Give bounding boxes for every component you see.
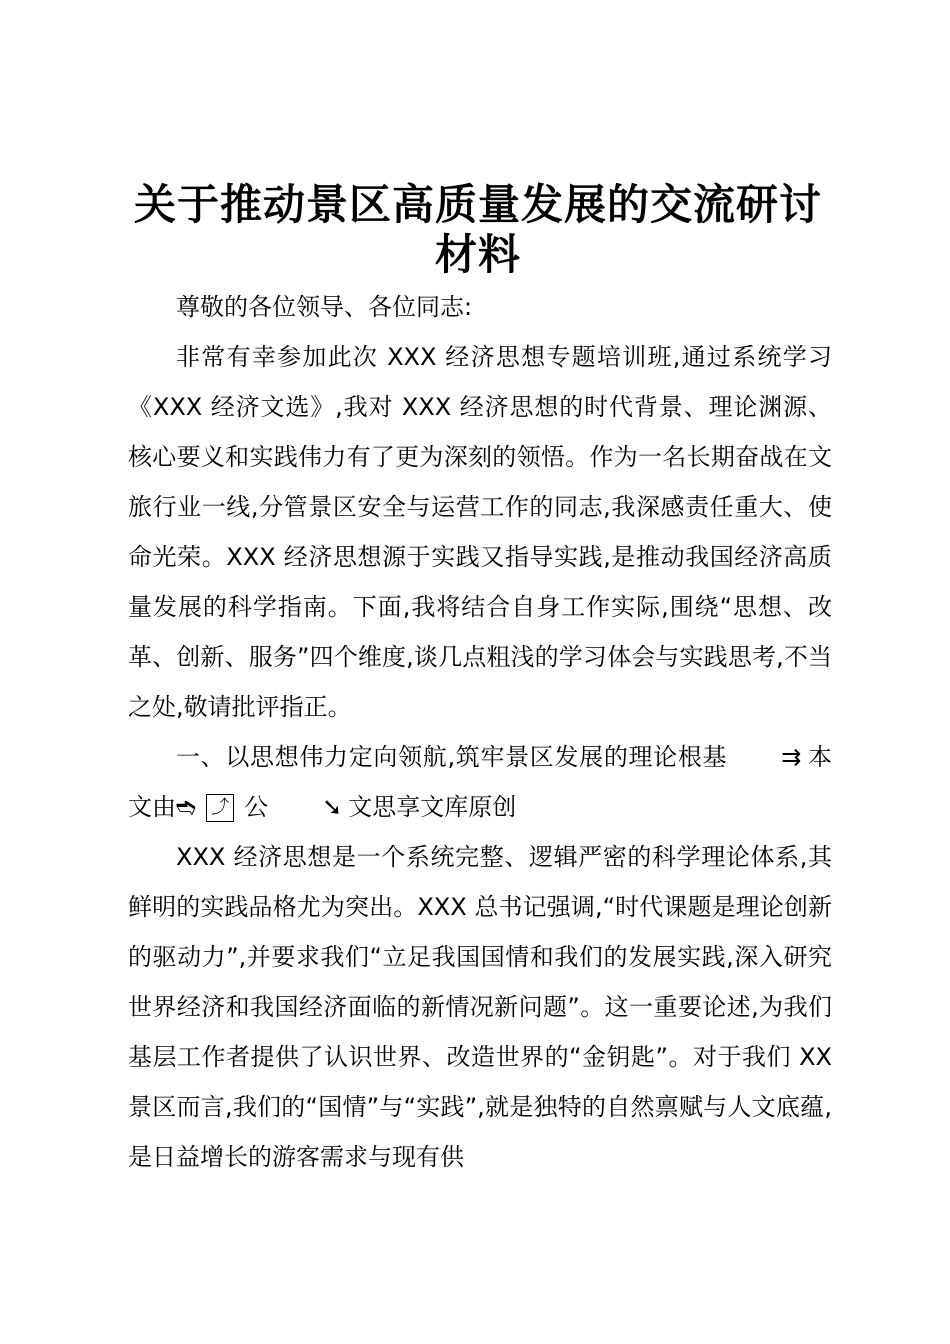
- section-heading-1: [128, 732, 832, 832]
- intro-paragraph: 非常有幸参加此次 XXX 经济思想专题培训班,通过系统学习《XXX 经济文选》,我对 XXX 经济思想的时代背景、理论渊源、核心要义和实践伟力有了更为深刻的领悟。作为一名长期奋战在文旅行业一线,分管景区安全与运营工作的同志,我深感责任重大、使命光荣。XXX 经济思想源于实践又指导实践,是推动我国经济高质量发展的科学指南。下面,我将结合自身工作实际,围绕“思想、改革、创新、服务”四个维度,谈几点粗浅的学习体会与实践思考,不当之处,敬请批评指正。: [128, 343, 832, 721]
- watermark-text-2: 公: [244, 793, 269, 821]
- down-right-arrow-icon: ➘: [322, 793, 343, 821]
- watermark-text-1: 本文由: [128, 743, 832, 821]
- section-heading-text: 一、以思想伟力定向领航,筑牢景区发展的理论根基: [176, 743, 728, 771]
- curved-arrow-icon: ➬: [176, 793, 197, 821]
- double-arrow-icon: ⇉: [781, 743, 802, 771]
- salutation: 尊敬的各位领导、各位同志:: [176, 293, 473, 321]
- boxed-arrow-icon: ⤴: [206, 794, 234, 822]
- document-body: [128, 282, 832, 1182]
- body-paragraph-2: XXX 经济思想是一个系统完整、逻辑严密的科学理论体系,其鲜明的实践品格尤为突出。XXX 总书记强调,“时代课题是理论创新的驱动力”,并要求我们“立足我国国情和我们的发展实践,深入研究世界经济和我国经济面临的新情况新问题”。这一重要论述,为我们基层工作者提供了认识世界、改造世界的“金钥匙”。对于我们 XX 景区而言,我们的“国情”与“实践”,就是独特的自然禀赋与人文底蕴,是日益增长的游客需求与现有供: [128, 843, 832, 1171]
- watermark-text-3: 文思享文库原创: [348, 793, 517, 821]
- document-title: 关于推动景区高质量发展的交流研讨材料: [133, 180, 822, 279]
